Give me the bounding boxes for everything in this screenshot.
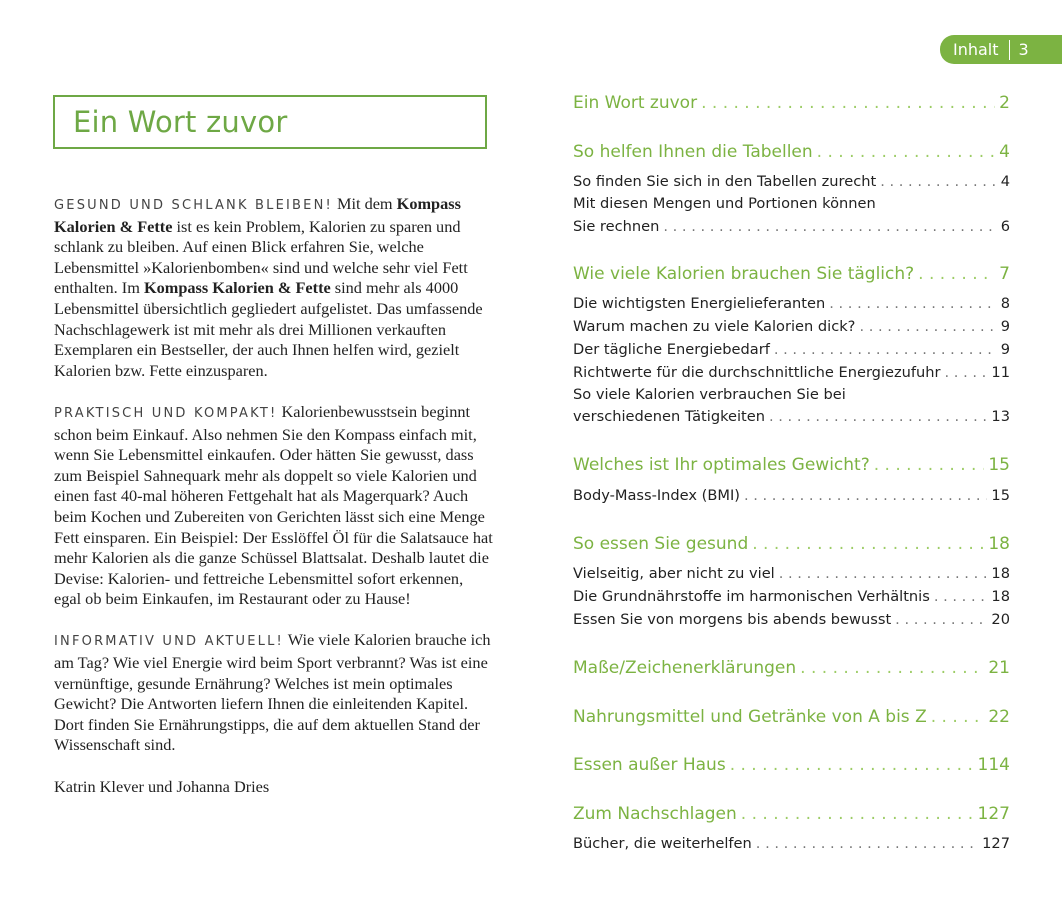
paragraph-lead: INFORMATIV UND AKTUELL!	[54, 634, 284, 650]
toc-leader	[880, 173, 996, 190]
toc-title: Welches ist Ihr optimales Gewicht?	[573, 455, 870, 475]
toc-page: 15	[991, 487, 1010, 504]
toc-leader	[774, 341, 997, 358]
toc-title: Richtwerte für die durchschnittliche Energiezufuhr	[573, 364, 941, 381]
toc-title: Essen Sie von morgens bis abends bewusst	[573, 611, 892, 628]
intro-title: Ein Wort zuvor	[73, 105, 288, 139]
toc-leader	[918, 264, 995, 284]
toc-leader	[859, 318, 996, 335]
intro-paragraph-1	[54, 194, 494, 381]
toc-page: 20	[991, 611, 1010, 628]
toc-title: So essen Sie gesund	[573, 534, 749, 554]
toc-title: Zum Nachschlagen	[573, 804, 737, 824]
toc-title: Body-Mass-Index (BMI)	[573, 487, 740, 504]
toc-entry[interactable]	[573, 707, 1010, 727]
toc-page: 11	[991, 364, 1010, 381]
book-title: Kompass Kalorien & Fette	[143, 278, 331, 298]
toc-subentry[interactable]	[573, 835, 1010, 852]
toc-title: Die wichtigsten Energielieferanten	[573, 295, 826, 312]
toc-leader	[895, 611, 987, 628]
toc-leader	[741, 804, 974, 824]
toc-leader	[931, 707, 985, 727]
intro-paragraph-2	[54, 402, 494, 610]
intro-signature: Katrin Klever und Johanna Dries	[54, 776, 270, 796]
toc-leader	[934, 588, 988, 605]
toc-subentry[interactable]	[573, 588, 1010, 605]
book-title: Kompass Kalorien & Fette	[54, 194, 461, 236]
toc-subentry[interactable]	[573, 611, 1010, 628]
toc-subentry[interactable]	[573, 173, 1010, 190]
toc-leader	[829, 295, 996, 312]
toc-subentry[interactable]	[573, 408, 1010, 425]
paragraph-lead: GESUND UND SCHLANK BLEIBEN!	[54, 198, 333, 213]
toc-leader	[945, 364, 988, 381]
toc-page: 2	[999, 93, 1010, 113]
toc-entry[interactable]	[573, 93, 1010, 113]
toc-subentry[interactable]	[573, 295, 1010, 312]
section-tab	[940, 35, 1062, 64]
toc-leader	[769, 408, 987, 425]
toc-leader	[663, 218, 996, 235]
toc-entry[interactable]	[573, 264, 1010, 284]
toc-leader	[779, 565, 988, 582]
toc-page: 13	[991, 408, 1010, 425]
paragraph-lead: PRAKTISCH UND KOMPAKT!	[54, 405, 278, 421]
toc-page: 21	[988, 658, 1010, 678]
toc-subentry-line: Mit diesen Mengen und Portionen können	[573, 195, 876, 212]
toc-leader	[756, 835, 978, 852]
toc-page: 7	[999, 264, 1010, 284]
toc-subentry[interactable]	[573, 341, 1010, 358]
toc-title: Die Grundnährstoffe im harmonischen Verhältnis	[573, 588, 930, 605]
toc-title: Vielseitig, aber nicht zu viel	[573, 565, 775, 582]
toc-page: 9	[1000, 341, 1010, 358]
toc-title: So helfen Ihnen die Tabellen	[573, 142, 813, 162]
toc-leader	[701, 93, 995, 113]
paragraph-text: Kalorienbewusstsein beginnt schon beim Einkauf. Also nehmen Sie den Kompass einfach mit, wenn Sie Lebensmittel einkaufen. Oder hätten Sie gewusst, dass zum Beispiel Sahnequark mehr als doppelt so viele Kalorien und einen fast 40-mal höheren Fettgehalt hat als Magerquark? Auch beim Kochen und Zubereiten von Gerichten lässt sich eine Menge Fett einsparen. Ein Beispiel: Der Esslöffel Öl für die Salatsauce hat mehr Kalorien als die ganze Schüssel Blattsalat. Deshalb lautet die Devise: Kalorien- und fettreiche Lebensmittel sofort erkennen, egal ob beim Einkaufen, im Restaurant oder zu Hause!	[54, 401, 493, 609]
toc-leader	[744, 487, 987, 504]
toc-title: Bücher, die weiterhelfen	[573, 835, 752, 852]
toc-leader	[730, 755, 974, 775]
toc-leader	[874, 455, 985, 475]
toc-title: So finden Sie sich in den Tabellen zurecht	[573, 173, 877, 190]
toc-title: Wie viele Kalorien brauchen Sie täglich?	[573, 264, 915, 284]
toc-entry[interactable]	[573, 534, 1010, 554]
toc-title: Warum machen zu viele Kalorien dick?	[573, 318, 856, 335]
toc-page: 15	[988, 455, 1010, 475]
toc-entry[interactable]	[573, 804, 1010, 824]
intro-title-box	[53, 95, 487, 149]
toc-leader	[817, 142, 996, 162]
toc-page: 6	[1000, 218, 1010, 235]
toc-subentry[interactable]	[573, 218, 1010, 235]
intro-text	[54, 194, 494, 818]
toc-page: 4	[999, 142, 1010, 162]
toc-title: Sie rechnen	[573, 218, 660, 235]
toc-page: 8	[1000, 295, 1010, 312]
toc-page: 4	[1000, 173, 1010, 190]
toc-title: verschiedenen Tätigkeiten	[573, 408, 765, 425]
tab-divider	[1009, 40, 1010, 60]
paragraph-text: ist es kein Problem, Kalorien zu sparen und schlank zu bleiben. Auf einen Blick erfahren Sie, welche Lebensmittel »Kalorienbomben« sind und welche sehr viel Fett enthalten. Im	[54, 216, 468, 298]
page-number: 3	[1018, 40, 1029, 59]
toc-page: 127	[977, 804, 1010, 824]
toc-page: 9	[1000, 318, 1010, 335]
toc-title: Essen außer Haus	[573, 755, 726, 775]
toc-subentry[interactable]	[573, 364, 1010, 381]
toc-page: 18	[988, 534, 1010, 554]
toc-leader	[752, 534, 984, 554]
toc-subentry-line: So viele Kalorien verbrauchen Sie bei	[573, 386, 846, 403]
toc-entry[interactable]	[573, 455, 1010, 475]
toc-subentry[interactable]	[573, 565, 1010, 582]
toc-page: 114	[977, 755, 1010, 775]
toc-leader	[800, 658, 984, 678]
section-label: Inhalt	[953, 40, 999, 59]
paragraph-text: sind mehr als 4000 Lebensmittel übersichtlich gegliedert aufgelistet. Das umfassende Nachschlagewerk ist mit mehr als drei Millionen verkauften Exemplaren ein Bestseller, der auch Ihnen helfen wird, gezielt Kalorien bzw. Fette einzusparen.	[54, 278, 483, 380]
toc-entry[interactable]	[573, 658, 1010, 678]
toc-subentry[interactable]	[573, 318, 1010, 335]
toc-page: 18	[991, 565, 1010, 582]
toc-page: 18	[991, 588, 1010, 605]
toc-title: Maße/Zeichenerklärungen	[573, 658, 797, 678]
paragraph-text: Mit dem	[332, 194, 397, 213]
toc-entry[interactable]	[573, 755, 1010, 775]
toc-title: Ein Wort zuvor	[573, 93, 698, 113]
toc-page: 127	[982, 835, 1010, 852]
intro-paragraph-3	[54, 630, 494, 756]
toc-title: Der tägliche Energiebedarf	[573, 341, 770, 358]
toc-title: Nahrungsmittel und Getränke von A bis Z	[573, 707, 927, 727]
paragraph-text: Wie viele Kalorien brauche ich am Tag? Wie viel Energie wird beim Sport verbrannt? Was ist eine vernünftige, gesunde Ernährung? Welches ist mein optimales Gewicht? Die Antworten liefern Ihnen die einleitenden Kapitel. Dort finden Sie Ernährungstipps, die auf dem aktuellen Stand der Wissenschaft sind.	[54, 630, 491, 755]
toc-page: 22	[988, 707, 1010, 727]
toc-entry[interactable]	[573, 142, 1010, 162]
toc-subentry[interactable]	[573, 487, 1010, 504]
